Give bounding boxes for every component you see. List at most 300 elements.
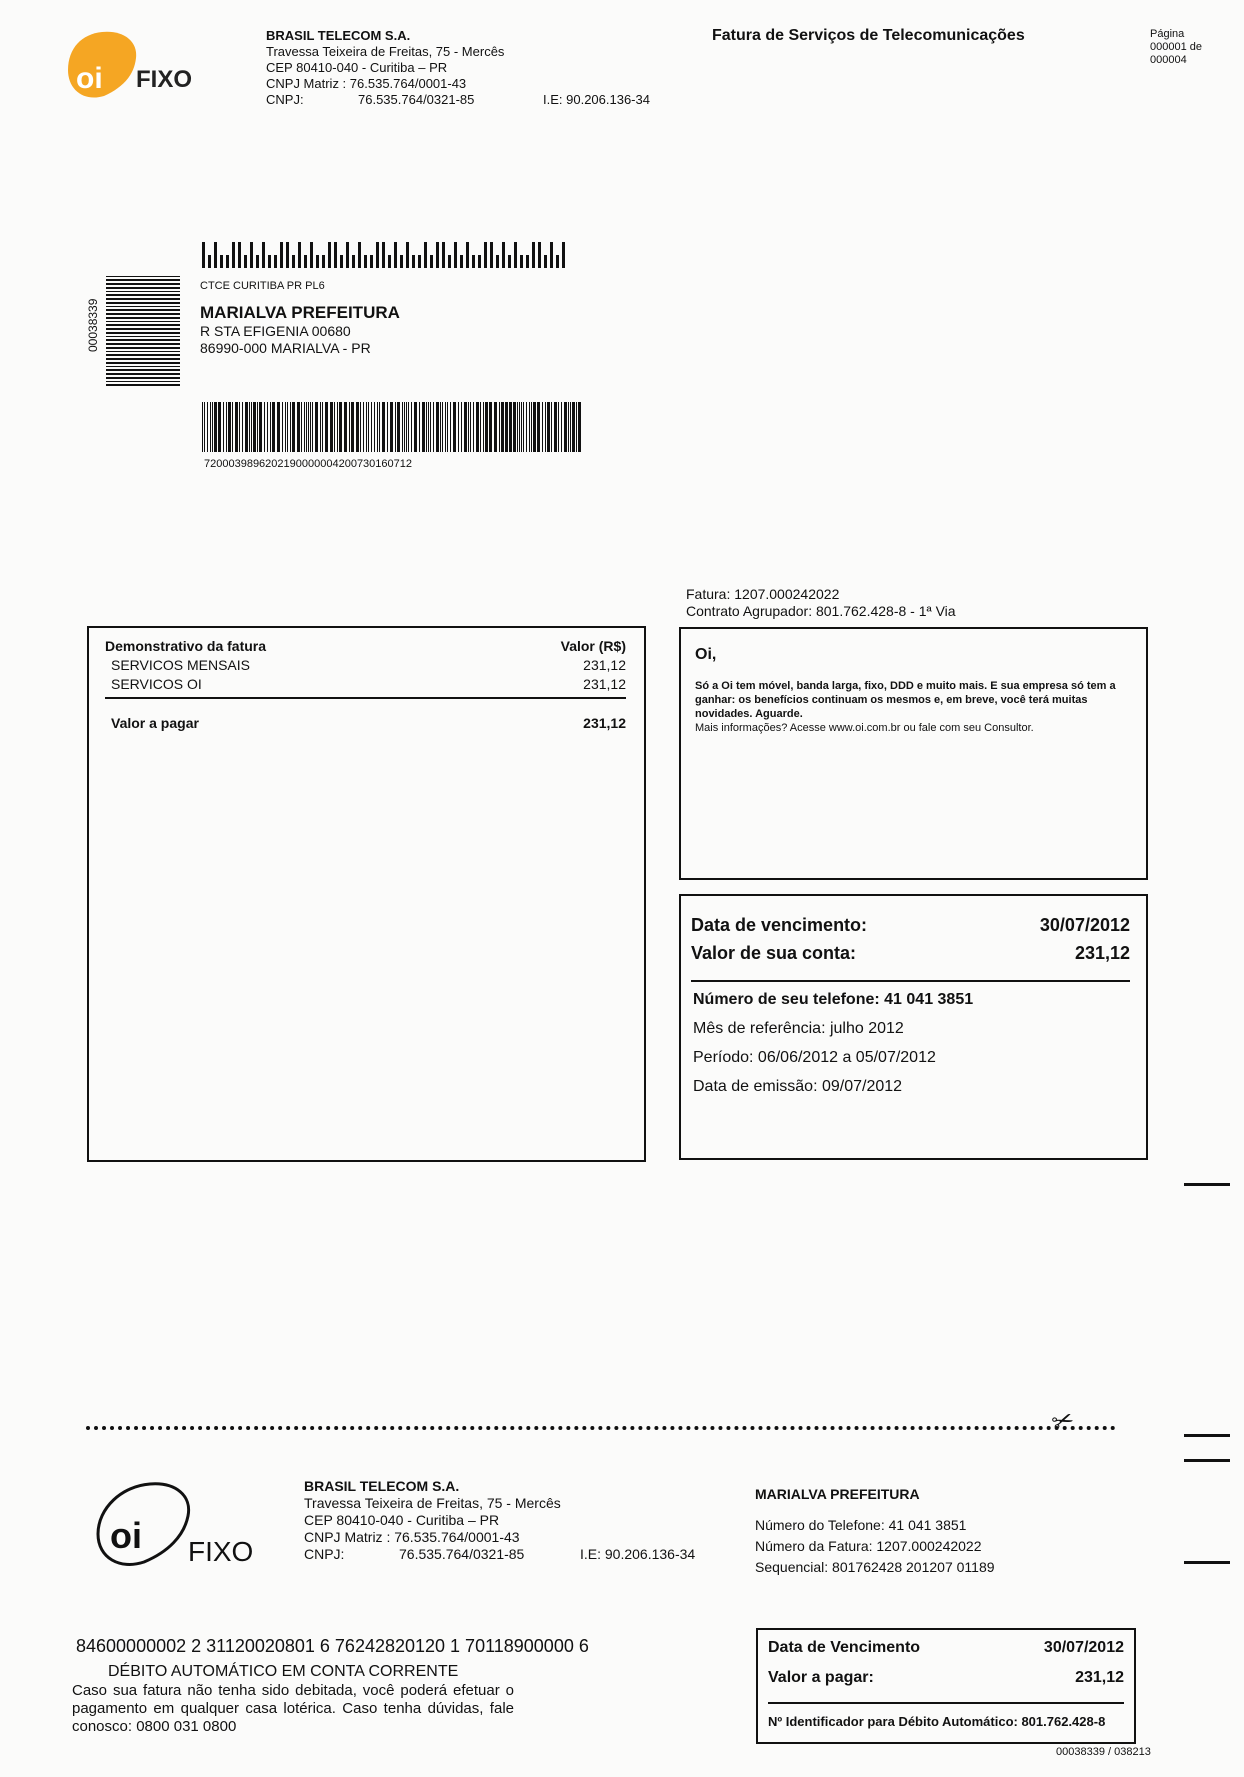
- barcode-bar: [363, 402, 364, 452]
- side-bar: [106, 354, 180, 356]
- invoice-reference: [686, 586, 956, 620]
- barcode-bar: [461, 402, 462, 452]
- barcode-bar: [533, 402, 536, 452]
- statement-total-label: Valor a pagar: [111, 715, 199, 731]
- message-box: [679, 627, 1148, 880]
- side-bar: [106, 373, 180, 375]
- barcode-bar: [245, 402, 248, 452]
- postal-bar: [418, 255, 421, 268]
- postal-bar: [448, 255, 451, 268]
- slip-logo: [92, 1478, 262, 1578]
- postal-bar: [340, 255, 343, 268]
- statement-item-value: 231,12: [583, 657, 626, 673]
- barcode-bar: [325, 402, 328, 452]
- slip-phone: Número do Telefone: 41 041 3851: [755, 1517, 967, 1533]
- postal-bar: [322, 255, 325, 268]
- slip-cnpj-label: CNPJ:: [304, 1546, 345, 1562]
- company-cnpj-row: [266, 92, 686, 108]
- postal-bar: [358, 242, 361, 268]
- page-current: 000001 de: [1150, 41, 1202, 53]
- slip-footer-code: 00038339 / 038213: [1056, 1746, 1151, 1758]
- recipient-block: [200, 302, 400, 357]
- side-bar: [106, 336, 180, 337]
- statement-header: [105, 638, 626, 655]
- slip-ie: I.E: 90.206.136-34: [580, 1546, 696, 1562]
- barcode-bar: [360, 402, 361, 452]
- postal-bar: [538, 242, 541, 268]
- barcode-bar: [344, 402, 347, 452]
- barcode-bar: [351, 402, 354, 452]
- barcode-bar: [202, 402, 203, 452]
- barcode-bar: [473, 402, 474, 452]
- side-bar: [106, 332, 180, 334]
- postal-bar: [394, 242, 397, 268]
- svg-text:oi: oi: [110, 1515, 142, 1556]
- postal-bar: [310, 242, 313, 268]
- slip-due-row: [768, 1638, 1124, 1658]
- side-bar: [106, 384, 180, 386]
- postal-bar: [238, 242, 241, 268]
- barcode-bar: [210, 402, 211, 452]
- side-bar: [106, 313, 180, 315]
- barcode-bar: [440, 402, 441, 452]
- barcode-bar: [374, 402, 375, 452]
- summary-box: [679, 894, 1148, 1160]
- barcode-bar: [322, 402, 323, 452]
- side-bar: [106, 366, 180, 367]
- due-date-label: Data de vencimento:: [691, 915, 868, 935]
- barcode-bar: [523, 402, 524, 452]
- barcode-bar: [290, 402, 291, 452]
- barcode-bar: [235, 402, 238, 452]
- scissors-icon: ✂: [1047, 1403, 1079, 1439]
- barcode-bar: [379, 402, 380, 452]
- barcode-bar: [249, 402, 250, 452]
- barcode-bar: [551, 402, 552, 452]
- invoice-number: Fatura: 1207.000242022: [686, 586, 840, 602]
- slip-customer-block: [755, 1486, 995, 1576]
- barcode-bar: [576, 402, 577, 452]
- slip-amount-label: Valor a pagar:: [768, 1669, 874, 1686]
- barcode-bar: [304, 402, 305, 452]
- postal-bar: [442, 242, 445, 268]
- side-bar: [106, 276, 180, 277]
- side-bar: [106, 317, 180, 319]
- postal-bar: [496, 255, 499, 268]
- slip-company-cep: CEP 80410-040 - Curitiba – PR: [304, 1512, 500, 1528]
- barcode-bar: [428, 402, 429, 452]
- barcode-bar: [253, 402, 256, 452]
- slip-logo-fixo: FIXO: [188, 1536, 254, 1567]
- postal-bar: [202, 242, 205, 268]
- company-block: [266, 28, 686, 108]
- barcode-bar: [513, 402, 516, 452]
- recipient-name: MARIALVA PREFEITURA: [200, 303, 400, 322]
- page-indicator: [1150, 28, 1202, 67]
- barcode-bar: [547, 402, 550, 452]
- barcode-bar: [545, 402, 546, 452]
- side-bar: [106, 358, 180, 360]
- postal-bar: [430, 255, 433, 268]
- barcode-bar: [529, 402, 530, 452]
- page-total: 000004: [1150, 54, 1187, 66]
- debit-text: Caso sua fatura não tenha sido debitada, você poderá efetuar o pagamento em qualquer casa lotérica. Caso tenha dúvidas, fale conosco: 0800 031 0800: [72, 1682, 514, 1735]
- reference-month: Mês de referência: julho 2012: [693, 1020, 904, 1037]
- statement-total-value: 231,12: [583, 715, 626, 731]
- barcode-bar: [436, 402, 439, 452]
- postal-bar: [352, 255, 355, 268]
- amount-label: Valor de sua conta:: [691, 943, 857, 963]
- postal-bar: [316, 255, 319, 268]
- barcode-bar: [458, 402, 459, 452]
- barcode-bar: [228, 402, 231, 452]
- barcode-bar: [257, 402, 258, 452]
- barcode-bar: [568, 402, 569, 452]
- mail-barcode-number: 72000398962021900000042007301607‌12: [204, 458, 413, 470]
- barcode-bar: [422, 402, 425, 452]
- postal-bar: [508, 255, 511, 268]
- barcode-bar: [226, 402, 227, 452]
- postal-bar: [514, 242, 517, 268]
- postal-bar: [544, 255, 547, 268]
- barcode-bar: [204, 402, 205, 452]
- barcode-bar: [564, 402, 567, 452]
- billing-period: Período: 06/06/2012 a 05/07/2012: [693, 1049, 936, 1066]
- postal-bar: [292, 255, 295, 268]
- postal-bar: [466, 242, 469, 268]
- postal-bar: [304, 255, 307, 268]
- postal-bar: [226, 255, 229, 268]
- postal-bar: [370, 255, 373, 268]
- barcode-bar: [480, 402, 481, 452]
- postal-bar: [286, 242, 289, 268]
- barcode-bar: [430, 402, 431, 452]
- document-title: Fatura de Serviços de Telecomunicações: [712, 27, 1025, 44]
- barcode-bar: [470, 402, 471, 452]
- side-bar: [106, 351, 180, 352]
- barcode-bar: [570, 402, 571, 452]
- barcode-bar: [356, 402, 359, 452]
- slip-divider: [768, 1702, 1124, 1704]
- statement-value-header: Valor (R$): [560, 638, 626, 654]
- postal-bar: [484, 242, 487, 268]
- barcode-bar: [445, 402, 446, 452]
- barcode-bar: [419, 402, 420, 452]
- postal-bar: [490, 242, 493, 268]
- barcode-bar: [267, 402, 268, 452]
- postal-bar: [400, 255, 403, 268]
- side-code: 00038339: [86, 298, 100, 352]
- barcode-bar: [270, 402, 271, 452]
- postal-bar: [436, 242, 439, 268]
- statement-item: [105, 676, 626, 693]
- vertical-barcode: [106, 276, 180, 384]
- side-bar: [106, 298, 180, 300]
- barcode-bar: [554, 402, 557, 452]
- postal-bar: [220, 255, 223, 268]
- digitable-line: 84600000002 2 31120020801 6 76242820120 1 70118900000 6: [76, 1636, 589, 1656]
- postal-bar: [214, 242, 217, 268]
- amount-row: [691, 942, 1130, 964]
- company-address: Travessa Teixeira de Freitas, 75 - Mercês: [266, 44, 505, 59]
- edge-mark: [1184, 1561, 1230, 1564]
- side-bar: [106, 347, 180, 349]
- barcode-bar: [468, 402, 469, 452]
- barcode-bar: [277, 402, 280, 452]
- barcode-bar: [572, 402, 575, 452]
- postal-bar: [388, 255, 391, 268]
- page-label: Página: [1150, 28, 1185, 40]
- barcode-bar: [387, 402, 388, 452]
- side-bar: [106, 369, 180, 371]
- due-date-value: 30/07/2012: [1039, 915, 1130, 935]
- barcode-bar: [285, 402, 286, 452]
- barcode-bar: [505, 402, 508, 452]
- company-name: BRASIL TELECOM S.A.: [266, 28, 411, 43]
- postal-bar: [328, 242, 331, 268]
- barcode-bar: [558, 402, 559, 452]
- recipient-city: 86990-000 MARIALVA - PR: [200, 340, 371, 356]
- mail-route: CTCE CURITIBA PR PL6: [200, 280, 325, 292]
- side-bar: [106, 381, 180, 382]
- side-bar: [106, 377, 180, 379]
- barcode-bar: [499, 402, 500, 452]
- barcode-bar: [232, 402, 233, 452]
- postal-bar: [232, 242, 235, 268]
- postal-bar: [562, 242, 565, 268]
- barcode-bar: [494, 402, 497, 452]
- side-bar: [106, 306, 180, 307]
- barcode-bar: [464, 402, 467, 452]
- barcode-bar: [251, 402, 252, 452]
- slip-amount-row: [768, 1668, 1124, 1688]
- statement-divider: [105, 697, 626, 699]
- barcode-bar: [339, 402, 342, 452]
- barcode-bar: [578, 402, 581, 452]
- barcode-bar: [214, 402, 217, 452]
- postal-bar: [376, 242, 379, 268]
- side-bar: [106, 287, 180, 289]
- statement-item: [105, 657, 626, 674]
- barcode-bar: [408, 402, 409, 452]
- barcode-bar: [292, 402, 295, 452]
- barcode-bar: [239, 402, 240, 452]
- postal-bar: [502, 242, 505, 268]
- barcode-bar: [349, 402, 350, 452]
- barcode-bar: [483, 402, 484, 452]
- postal-bar: [256, 255, 259, 268]
- issue-date: Data de emissão: 09/07/2012: [693, 1078, 903, 1095]
- statement-item-label: SERVICOS MENSAIS: [111, 657, 251, 673]
- postal-bar: [382, 242, 385, 268]
- slip-sequence: Sequencial: 801762428 201207 01189: [755, 1559, 995, 1575]
- postal-bar: [532, 242, 535, 268]
- postal-bar: [472, 255, 475, 268]
- slip-cnpj-matriz: CNPJ Matriz : 76.535.764/0001-43: [304, 1529, 520, 1545]
- barcode-bar: [366, 402, 367, 452]
- side-bar: [106, 309, 180, 311]
- barcode-bar: [537, 402, 540, 452]
- statement-total: [105, 715, 626, 732]
- barcode-bar: [489, 402, 492, 452]
- barcode-bar: [242, 402, 243, 452]
- barcode-bar: [223, 402, 224, 452]
- barcode-bar: [282, 402, 283, 452]
- company-cep: CEP 80410-040 - Curitiba – PR: [266, 60, 448, 75]
- side-bar: [106, 279, 180, 281]
- postal-bar: [556, 255, 559, 268]
- oi-logo-icon: [62, 26, 142, 106]
- barcode-bar: [402, 402, 403, 452]
- postal-bar: [262, 242, 265, 268]
- barcode-bar: [334, 402, 335, 452]
- barcode-bar: [312, 402, 313, 452]
- edge-mark: [1184, 1434, 1230, 1437]
- side-bar: [106, 321, 180, 322]
- side-bar: [106, 302, 180, 304]
- slip-company-block: [304, 1478, 724, 1563]
- edge-mark: [1184, 1183, 1230, 1186]
- barcode-bar: [382, 402, 385, 452]
- debit-title: DÉBITO AUTOMÁTICO EM CONTA CORRENTE: [108, 1663, 459, 1680]
- message-greeting: Oi,: [695, 646, 717, 663]
- svg-text:oi: oi: [76, 62, 103, 95]
- slip-company-address: Travessa Teixeira de Freitas, 75 - Mercês: [304, 1495, 561, 1511]
- barcode-bar: [377, 402, 378, 452]
- logo-fixo-text: FIXO: [136, 66, 193, 93]
- postal-bar: [520, 255, 523, 268]
- postal-bar: [208, 255, 211, 268]
- barcode-bar: [526, 402, 527, 452]
- postal-bar: [454, 242, 457, 268]
- barcode-bar: [272, 402, 275, 452]
- barcode-bar: [397, 402, 400, 452]
- company-ie: I.E: 90.206.136-34: [543, 92, 650, 107]
- barcode-bar: [395, 402, 396, 452]
- statement-item-value: 231,12: [583, 676, 626, 692]
- slip-cnpj-row: [304, 1546, 724, 1563]
- slip-invoice: Número da Fatura: 1207.000242022: [755, 1538, 982, 1554]
- side-bar: [106, 339, 180, 341]
- barcode-bar: [310, 402, 311, 452]
- side-bar: [106, 291, 180, 292]
- slip-debit-id: Nº Identificador para Débito Automático: 801.762.428-8: [768, 1714, 1106, 1729]
- cnpj-value: 76.535.764/0321-85: [358, 92, 475, 107]
- barcode-bar: [287, 402, 288, 452]
- barcode-bar: [320, 402, 321, 452]
- postal-bar: [244, 255, 247, 268]
- barcode-bar: [509, 402, 512, 452]
- postal-bar: [268, 255, 271, 268]
- oi-outline-logo-icon: [92, 1478, 202, 1574]
- barcode-bar: [371, 402, 372, 452]
- postal-bar: [478, 255, 481, 268]
- postal-bar: [526, 255, 529, 268]
- slip-amount-value: 231,12: [1075, 1669, 1124, 1686]
- postal-bar: [334, 242, 337, 268]
- slip-cnpj-value: 76.535.764/0321-85: [399, 1546, 525, 1562]
- statement-box: [87, 626, 646, 1162]
- barcode-bar: [542, 402, 543, 452]
- barcode-bar: [301, 402, 302, 452]
- slip-payment-box: [756, 1628, 1136, 1744]
- edge-mark: [1184, 1459, 1230, 1462]
- postal-bar: [412, 255, 415, 268]
- barcode-bar: [264, 402, 265, 452]
- slip-company-name: BRASIL TELECOM S.A.: [304, 1478, 460, 1494]
- slip-customer-name: MARIALVA PREFEITURA: [755, 1486, 920, 1502]
- side-bar: [106, 328, 180, 330]
- side-bar: [106, 362, 180, 364]
- brand-logo: [62, 26, 212, 106]
- barcode-bar: [414, 402, 417, 452]
- barcode-bar: [531, 402, 532, 452]
- recipient-street: R STA EFIGENIA 00680: [200, 323, 351, 339]
- postal-bar: [406, 242, 409, 268]
- barcode-bar: [330, 402, 333, 452]
- phone-number: Número de seu telefone: 41 041 3851: [693, 991, 974, 1008]
- postal-bar: [298, 242, 301, 268]
- side-bar: [106, 343, 180, 345]
- barcode-bar: [368, 402, 369, 452]
- barcode-bar: [447, 402, 448, 452]
- barcode-bar: [450, 402, 451, 452]
- postal-bar: [460, 255, 463, 268]
- barcode-bar: [433, 402, 434, 452]
- barcode-bar: [404, 402, 405, 452]
- mail-barcode: [202, 402, 583, 452]
- postal-bar: [364, 255, 367, 268]
- contract-number: Contrato Agrupador: 801.762.428-8 - 1ª Via: [686, 603, 956, 619]
- barcode-bar: [207, 402, 208, 452]
- barcode-bar: [561, 402, 562, 452]
- barcode-bar: [521, 402, 522, 452]
- message-more: Mais informações? Acesse www.oi.com.br ou fale com seu Consultor.: [695, 722, 1034, 734]
- barcode-bar: [406, 402, 407, 452]
- barcode-bar: [259, 402, 262, 452]
- side-bar: [106, 324, 180, 326]
- amount-value: 231,12: [1074, 943, 1130, 963]
- statement-title: Demonstrativo da fatura: [105, 638, 267, 654]
- barcode-bar: [411, 402, 412, 452]
- barcode-bar: [212, 402, 213, 452]
- slip-due-label: Data de Vencimento: [768, 1639, 921, 1656]
- postal-barcode-top: [202, 242, 568, 268]
- barcode-bar: [476, 402, 479, 452]
- postal-bar: [274, 255, 277, 268]
- barcode-bar: [501, 402, 504, 452]
- company-cnpj-matriz: CNPJ Matriz : 76.535.764/0001-43: [266, 76, 467, 91]
- side-bar: [106, 294, 180, 296]
- barcode-bar: [442, 402, 443, 452]
- barcode-bar: [485, 402, 488, 452]
- barcode-bar: [426, 402, 427, 452]
- barcode-bar: [390, 402, 393, 452]
- cut-line: [86, 1426, 1116, 1430]
- side-bar: [106, 283, 180, 285]
- statement-item-label: SERVICOS OI: [111, 676, 202, 692]
- barcode-bar: [297, 402, 300, 452]
- postal-bar: [424, 242, 427, 268]
- postal-bar: [250, 242, 253, 268]
- barcode-bar: [315, 402, 318, 452]
- cnpj-label: CNPJ:: [266, 92, 304, 107]
- barcode-bar: [519, 402, 520, 452]
- barcode-bar: [218, 402, 221, 452]
- barcode-bar: [306, 402, 307, 452]
- barcode-bar: [453, 402, 456, 452]
- slip-due-value: 30/07/2012: [1043, 1639, 1124, 1656]
